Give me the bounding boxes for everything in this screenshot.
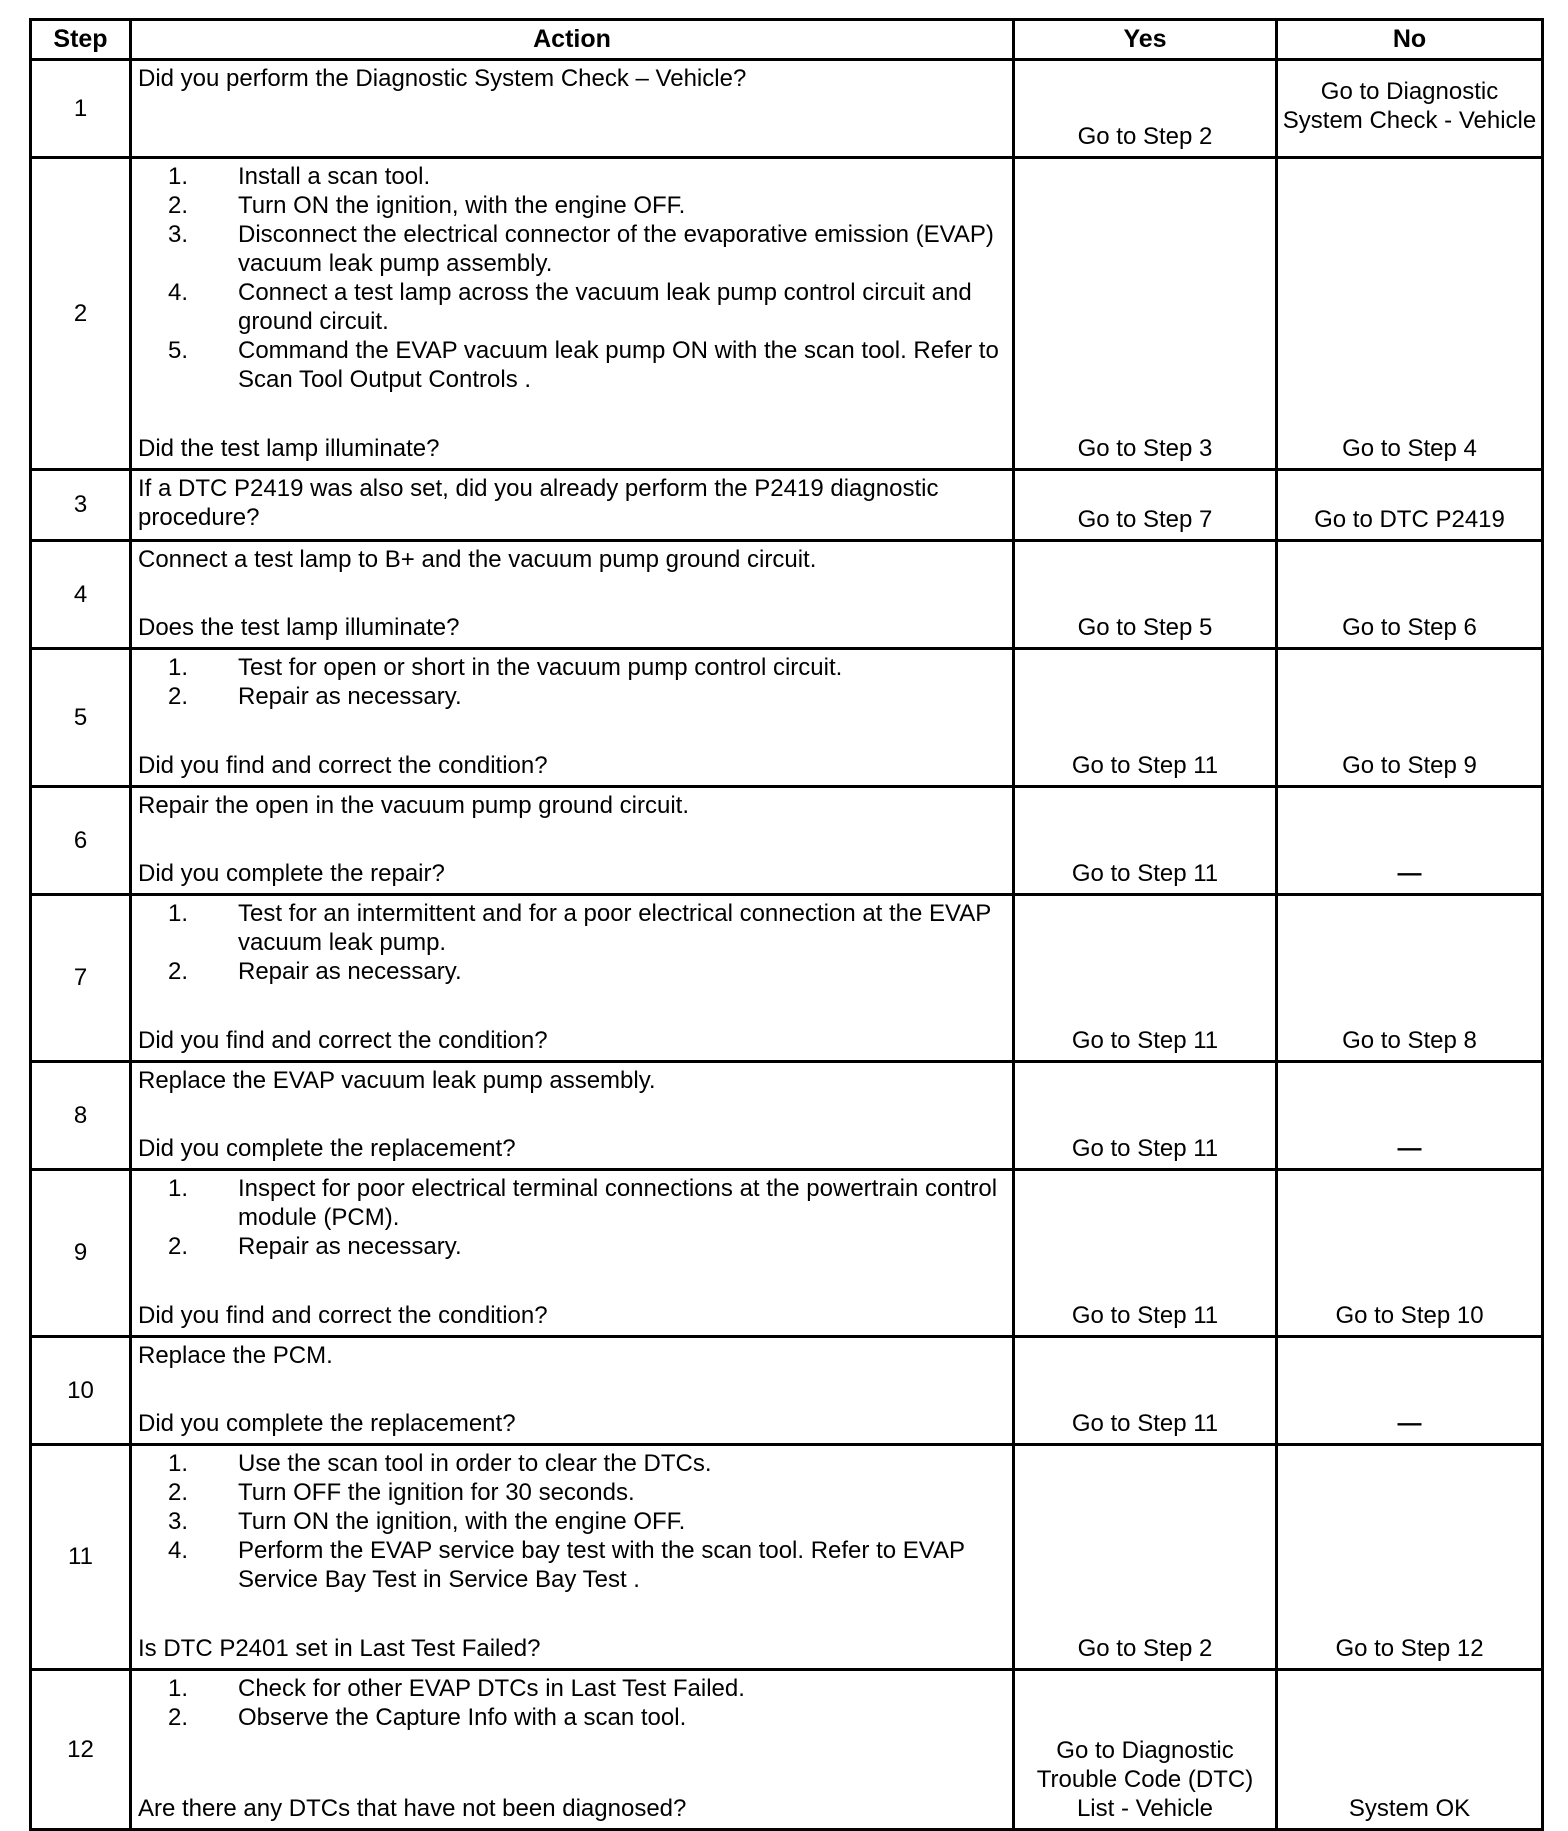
- yes-result: Go to Step 11: [1014, 649, 1277, 787]
- yes-result: Go to Step 2: [1014, 60, 1277, 158]
- yes-result: Go to Step 11: [1014, 1337, 1277, 1445]
- no-result: —: [1277, 787, 1543, 895]
- action-list: [138, 162, 1012, 394]
- table-row: [31, 895, 1543, 1062]
- action-text: Did you perform the Diagnostic System Check – Vehicle?: [138, 65, 747, 92]
- list-item-number: 2.: [167, 1479, 188, 1506]
- action-text: Repair the open in the vacuum pump ground circuit.: [138, 792, 689, 819]
- list-item-text: Perform the EVAP service bay test with the scan tool. Refer to EVAP Service Bay Test in Service Bay Test .: [238, 1537, 965, 1593]
- action-list: [138, 653, 1012, 711]
- list-item: [138, 162, 1012, 191]
- action-cell: [131, 1170, 1014, 1337]
- list-item: [138, 682, 1012, 711]
- list-item: [138, 1536, 1012, 1594]
- step-number: 2: [31, 158, 131, 470]
- list-item-number: 1.: [167, 654, 188, 681]
- list-item: [138, 1674, 1012, 1703]
- action-cell: [131, 158, 1014, 470]
- list-item-text: Command the EVAP vacuum leak pump ON with the scan tool. Refer to Scan Tool Output Controls .: [238, 337, 999, 393]
- list-item-text: Repair as necessary.: [238, 1233, 462, 1260]
- no-result: Go to Diagnostic System Check - Vehicle: [1277, 60, 1543, 158]
- action-text: Replace the PCM.: [138, 1342, 333, 1369]
- action-list: [138, 1449, 1012, 1594]
- list-item-text: Inspect for poor electrical terminal connections at the powertrain control module (PCM).: [238, 1175, 998, 1231]
- step-number: 6: [31, 787, 131, 895]
- action-cell: [131, 787, 1014, 895]
- list-item: [138, 1703, 1012, 1732]
- action-question: Is DTC P2401 set in Last Test Failed?: [138, 1635, 541, 1662]
- table-row: [31, 787, 1543, 895]
- list-item-number: 4.: [167, 1537, 188, 1564]
- yes-result: Go to Step 2: [1014, 1445, 1277, 1670]
- list-item-number: 1.: [167, 900, 188, 927]
- list-item-number: 2.: [167, 192, 188, 219]
- list-item-number: 4.: [167, 279, 188, 306]
- action-question: Did you find and correct the condition?: [138, 1027, 548, 1054]
- action-cell: [131, 1062, 1014, 1170]
- no-result: System OK: [1277, 1670, 1543, 1830]
- action-question: Did you complete the replacement?: [138, 1135, 516, 1162]
- list-item: [138, 191, 1012, 220]
- list-item-text: Turn ON the ignition, with the engine OFF.: [238, 1508, 686, 1535]
- action-text: Replace the EVAP vacuum leak pump assembly.: [138, 1067, 656, 1094]
- table-row: [31, 1337, 1543, 1445]
- step-number: 3: [31, 470, 131, 541]
- action-cell: [131, 470, 1014, 541]
- diagnostic-table: [29, 18, 1544, 1831]
- step-number: 5: [31, 649, 131, 787]
- list-item-text: Repair as necessary.: [238, 958, 462, 985]
- action-text: Connect a test lamp to B+ and the vacuum pump ground circuit.: [138, 546, 817, 573]
- action-cell: [131, 1337, 1014, 1445]
- yes-result: Go to Step 3: [1014, 158, 1277, 470]
- list-item: [138, 336, 1012, 394]
- action-text: If a DTC P2419 was also set, did you already perform the P2419 diagnostic procedure?: [138, 475, 939, 531]
- step-number: 10: [31, 1337, 131, 1445]
- table-row: [31, 541, 1543, 649]
- list-item: [138, 653, 1012, 682]
- list-item-number: 3.: [167, 221, 188, 248]
- list-item: [138, 1449, 1012, 1478]
- no-result: Go to Step 6: [1277, 541, 1543, 649]
- list-item: [138, 220, 1012, 278]
- action-question: Did you find and correct the condition?: [138, 752, 548, 779]
- step-number: 12: [31, 1670, 131, 1830]
- action-question: Did you complete the replacement?: [138, 1410, 516, 1437]
- no-result: Go to Step 9: [1277, 649, 1543, 787]
- header-step: Step: [31, 20, 131, 60]
- list-item-number: 5.: [167, 337, 188, 364]
- step-number: 1: [31, 60, 131, 158]
- table-row: [31, 158, 1543, 470]
- list-item: [138, 899, 1012, 957]
- list-item: [138, 278, 1012, 336]
- action-list: [138, 1674, 1012, 1732]
- table-row: [31, 1170, 1543, 1337]
- step-number: 11: [31, 1445, 131, 1670]
- header-yes: Yes: [1014, 20, 1277, 60]
- no-result: Go to Step 8: [1277, 895, 1543, 1062]
- action-cell: [131, 1670, 1014, 1830]
- action-cell: [131, 1445, 1014, 1670]
- list-item-number: 2.: [167, 1704, 188, 1731]
- action-question: Did you complete the repair?: [138, 860, 445, 887]
- yes-result: Go to Step 5: [1014, 541, 1277, 649]
- action-list: [138, 899, 1012, 986]
- list-item-text: Turn OFF the ignition for 30 seconds.: [238, 1479, 635, 1506]
- list-item-number: 1.: [167, 1450, 188, 1477]
- action-cell: [131, 541, 1014, 649]
- no-result: Go to Step 4: [1277, 158, 1543, 470]
- header-row: [31, 20, 1543, 60]
- list-item-text: Connect a test lamp across the vacuum leak pump control circuit and ground circuit.: [238, 279, 972, 335]
- action-cell: [131, 649, 1014, 787]
- list-item-number: 3.: [167, 1508, 188, 1535]
- no-result: —: [1277, 1062, 1543, 1170]
- yes-result: Go to Diagnostic Trouble Code (DTC) List - Vehicle: [1014, 1670, 1277, 1830]
- list-item-text: Turn ON the ignition, with the engine OFF.: [238, 192, 686, 219]
- list-item-text: Disconnect the electrical connector of the evaporative emission (EVAP) vacuum leak pump assembly.: [238, 221, 994, 277]
- list-item-number: 2.: [167, 958, 188, 985]
- table-row: [31, 649, 1543, 787]
- yes-result: Go to Step 11: [1014, 1062, 1277, 1170]
- action-question: Does the test lamp illuminate?: [138, 614, 460, 641]
- step-number: 4: [31, 541, 131, 649]
- header-action: Action: [131, 20, 1014, 60]
- list-item-text: Install a scan tool.: [238, 163, 431, 190]
- step-number: 8: [31, 1062, 131, 1170]
- table-row: [31, 60, 1543, 158]
- step-number: 9: [31, 1170, 131, 1337]
- action-question: Did you find and correct the condition?: [138, 1302, 548, 1329]
- list-item-text: Repair as necessary.: [238, 683, 462, 710]
- list-item: [138, 1478, 1012, 1507]
- yes-result: Go to Step 11: [1014, 1170, 1277, 1337]
- table-row: [31, 1670, 1543, 1830]
- yes-result: Go to Step 11: [1014, 895, 1277, 1062]
- list-item: [138, 957, 1012, 986]
- list-item-text: Check for other EVAP DTCs in Last Test Failed.: [238, 1675, 745, 1702]
- list-item: [138, 1232, 1012, 1261]
- list-item-number: 2.: [167, 1233, 188, 1260]
- list-item-text: Test for open or short in the vacuum pump control circuit.: [238, 654, 843, 681]
- list-item-text: Observe the Capture Info with a scan tool.: [238, 1704, 687, 1731]
- action-list: [138, 1174, 1012, 1261]
- no-result: —: [1277, 1337, 1543, 1445]
- list-item-number: 1.: [167, 163, 188, 190]
- table-row: [31, 470, 1543, 541]
- list-item-number: 1.: [167, 1675, 188, 1702]
- list-item-number: 2.: [167, 683, 188, 710]
- no-result: Go to Step 10: [1277, 1170, 1543, 1337]
- yes-result: Go to Step 7: [1014, 470, 1277, 541]
- no-result: Go to Step 12: [1277, 1445, 1543, 1670]
- action-question: Did the test lamp illuminate?: [138, 435, 440, 462]
- table-row: [31, 1445, 1543, 1670]
- step-number: 7: [31, 895, 131, 1062]
- list-item-text: Use the scan tool in order to clear the DTCs.: [238, 1450, 712, 1477]
- list-item: [138, 1507, 1012, 1536]
- action-question: Are there any DTCs that have not been diagnosed?: [138, 1795, 687, 1822]
- action-cell: [131, 895, 1014, 1062]
- list-item-number: 1.: [167, 1175, 188, 1202]
- list-item-text: Test for an intermittent and for a poor electrical connection at the EVAP vacuum leak pump.: [238, 900, 991, 956]
- yes-result: Go to Step 11: [1014, 787, 1277, 895]
- list-item: [138, 1174, 1012, 1232]
- no-result: Go to DTC P2419: [1277, 470, 1543, 541]
- action-cell: [131, 60, 1014, 158]
- header-no: No: [1277, 20, 1543, 60]
- table-row: [31, 1062, 1543, 1170]
